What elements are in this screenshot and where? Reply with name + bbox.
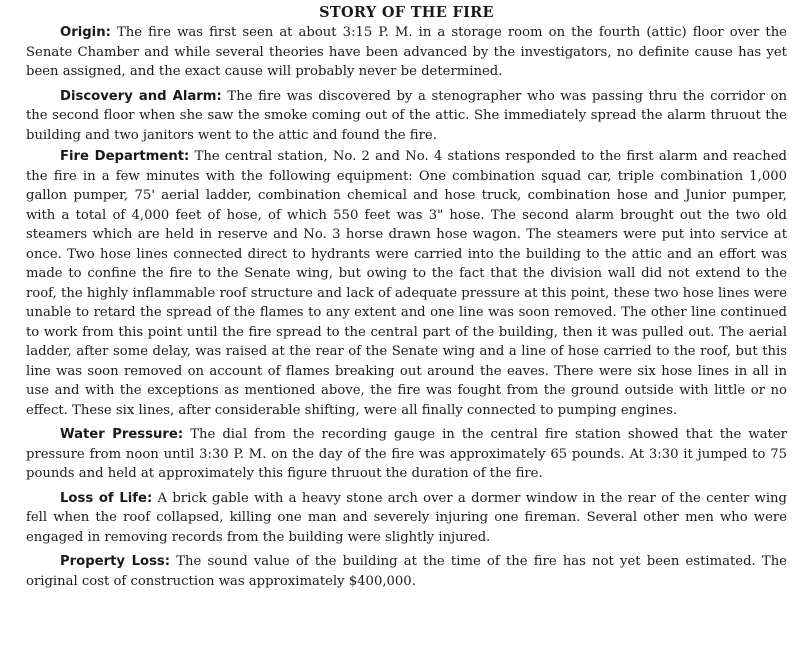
section-heading: Origin: [60,25,111,40]
section-text: A brick gable with a heavy stone arch over a dormer window in the rear of the center wing fell when the roof collapsed, killing one man and severely injuring one fireman. Several other men who were engaged in removing records from the building were slightly injured. [26,490,787,545]
document-title: STORY OF THE FIRE [319,4,494,21]
section-text: The sound value of the building at the time of the fire has not yet been estimated. The original cost of construction was approximately $400,000. [26,554,787,589]
section-heading: Water Pressure: [60,427,184,442]
section-water-pressure [26,425,787,484]
section-text: The dial from the recording gauge in the central fire station showed that the water pressure from noon until 3:30 P. M. on the day of the fire was approximately 65 pounds. At 3:30 it jumped to 75 pounds and held at approximately this figure thruout the duration of the fire. [26,427,787,481]
section-fire-department [26,147,787,420]
section-text: The central station, No. 2 and No. 4 stations responded to the first alarm and reached the fire in a few minutes with the following equipment: One combination squad car, triple combination 1,000 gallon pumper, 75' aerial ladder, combination chemical and hose truck, combination hose and Junior pumper, with a total of 4,000 feet of hose, of which 550 feet was 3" hose. The second alarm brought out the two old steamers which are held in reserve and No. 3 horse drawn hose wagon. The steamers were put into service at once. Two hose lines connected direct to hydrants were carried into the building to the attic and an effort was made to confine the fire to the Senate wing, but owing to the fact that the division wall did not extend to the roof, the highly inflammable roof structure and lack of adequate pressure at this point, these two hose lines were unable to retard the spread of the flames to any extent and one line was soon removed. The other line continued to work from this point until the fire spread to the central part of the building, then it was pulled out. The aerial ladder, after some delay, was raised at the rear of the Senate wing and a line of hose carried to the roof, but this line was soon removed on account of flames breaking out around the eaves. There were six hose lines in all in use and with the exceptions as mentioned above, the fire was fought from the ground outside with little or no effect. These six lines, after considerable shifting, were all finally connected to pumping engines. [26,149,787,418]
section-heading: Property Loss: [60,554,171,569]
section-text: The fire was first seen at about 3:15 P. M. in a storage room on the fourth (attic) floor over the Senate Chamber and while several theories have been advanced by the investigators, no definite cause has yet been assigned, and the exact cause will probably never be determined. [26,25,787,79]
section-text: The fire was discovered by a stenographer who was passing thru the corridor on the second floor when she saw the smoke coming out of the attic. She immediately spread the alarm thruout the building and two janitors went to the attic and found the fire. [26,88,787,143]
section-loss-of-life [26,489,787,548]
section-heading: Fire Department: [60,149,190,164]
section-origin [26,23,787,82]
section-heading: Loss of Life: [60,490,153,506]
section-discovery-and-alarm [26,87,787,146]
section-heading: Discovery and Alarm: [60,88,222,104]
section-property-loss [26,552,787,591]
